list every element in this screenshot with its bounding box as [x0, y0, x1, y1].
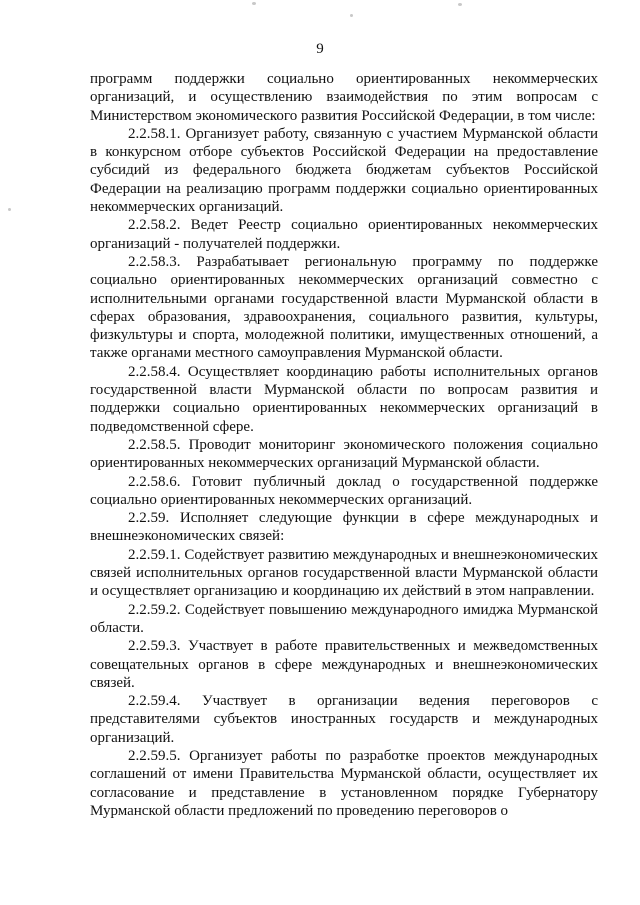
paragraph: 2.2.58.3. Разрабатывает региональную программу по поддержке социально ориентированных некоммерческих организаций совместно с исполнительными органами государственной власти Мурманской области в сферах образования, здравоохранения, социального развития, культуры, физкультуры и спорта, молодежной политики, имущественных отношений, а также органами местного самоуправления Мурманской области. [90, 253, 598, 362]
paragraph: 2.2.59.3. Участвует в работе правительственных и межведомственных совещательных органов в сфере международных и внешнеэкономических связей. [90, 638, 598, 691]
paragraph: программ поддержки социально ориентированных некоммерческих организаций, и осуществлению взаимодействия по этим вопросам с Министерством экономического развития Российской Федерации, в том числе: [90, 71, 598, 124]
paragraph: 2.2.59.4. Участвует в организации ведения переговоров с представителями субъектов иностранных государств и международных организаций. [90, 693, 598, 746]
document-body [90, 70, 598, 820]
paragraph: 2.2.59. Исполняет следующие функции в сфере международных и внешнеэкономических связей: [90, 510, 598, 545]
scan-speck [252, 2, 256, 5]
scan-speck [8, 208, 11, 211]
scan-speck [350, 14, 353, 17]
paragraph: 2.2.59.1. Содействует развитию международных и внешнеэкономических связей исполнительных органов государственной власти Мурманской области и осуществляет организацию и координацию их действий в этом направлении. [90, 546, 598, 600]
scan-speck [458, 3, 462, 6]
paragraph: 2.2.58.5. Проводит мониторинг экономического положения социально ориентированных некоммерческих организаций Мурманской области. [90, 436, 598, 472]
paragraph: 2.2.58.2. Ведет Реестр социально ориентированных некоммерческих организаций - получателей поддержки. [90, 217, 598, 252]
paragraph: 2.2.58.1. Организует работу, связанную с участием Мурманской области в конкурсном отборе субъектов Российской Федерации на предоставление субсидий из федерального бюджета бюджетам субъектов Российской Федерации на реализацию программ поддержки социально ориентированных некоммерческих организаций. [90, 125, 598, 216]
paragraph: 2.2.59.2. Содействует повышению международного имиджа Мурманской области. [90, 601, 598, 636]
paragraph: 2.2.58.6. Готовит публичный доклад о государственной поддержке социально ориентированных некоммерческих организаций. [90, 473, 598, 508]
page-number: 9 [316, 41, 324, 57]
paragraph: 2.2.58.4. Осуществляет координацию работы исполнительных органов государственной власти Мурманской области по вопросам развития и поддержки социально ориентированных некоммерческих организаций в подведомственной сфере. [90, 363, 598, 435]
paragraph: 2.2.59.5. Организует работы по разработке проектов международных соглашений от имени Правительства Мурманской области, осуществляет их согласование и представление в установленном порядке Губернатору Мурманской области предложений по проведению переговоров о [90, 747, 598, 819]
